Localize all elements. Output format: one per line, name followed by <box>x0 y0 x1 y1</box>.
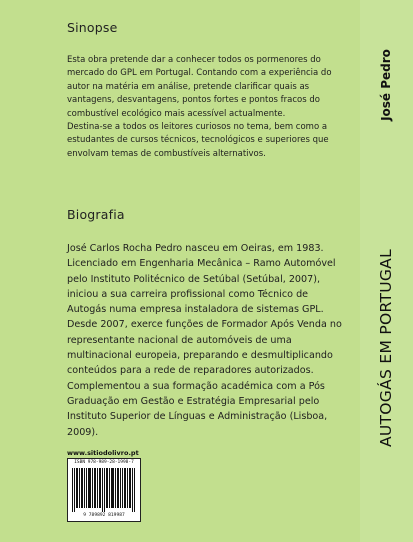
sinopse-text <box>67 54 347 161</box>
sinopse-paragraph-1: Esta obra pretende dar a conhecer todos os pormenores do mercado do GPL em Portugal. Contando com a experiência do autor na matéria em análise, pretende clarificar quais as vantagens, desvantagens, pontos fortes e pontos fracos do combustível ecológico mais acessível actualmente. <box>67 55 332 119</box>
biografia-heading: Biografia <box>67 207 125 222</box>
isbn-label: ISBN 978-989-28-1998-7 <box>74 460 134 465</box>
biografia-text <box>67 241 349 440</box>
spine-author: José Pedro <box>379 49 393 121</box>
sinopse-paragraph-2: Destina-se a todos os leitores curiosos no tema, bem como a estudantes de cursos técnicos, tecnológicos e superiores que envolvam temas de combustíveis alternativos. <box>67 122 329 159</box>
publisher-website: www.sitiodolivro.pt <box>67 449 139 457</box>
sinopse-heading: Sinopse <box>67 20 118 35</box>
isbn-barcode <box>67 458 141 522</box>
biografia-paragraph: José Carlos Rocha Pedro nasceu em Oeiras, em 1983. Licenciado em Engenharia Mecânica – Ramo Automóvel pelo Instituto Politécnico de Setúbal (Setúbal, 2007), iniciou a sua carreira profissional como Técnico de Autogás numa empresa instaladora de sistemas GPL. Desde 2007, exerce funções de Formador Após Venda no representante nacional de automóveis de uma multinacional europeia, preparando e desmultiplicando conteúdos para a rede de reparadores autorizados. Complementou a sua formação académica com a Pós Graduação em Gestão e Estratégia Empresarial pelo Instituto Superior de Línguas e Administração (Lisboa, 2009). <box>67 243 342 438</box>
spine-title: AUTOGÁS EM PORTUGAL <box>377 248 395 448</box>
barcode-digits: 9 789892 819987 <box>83 513 125 518</box>
barcode-icon <box>72 468 136 512</box>
